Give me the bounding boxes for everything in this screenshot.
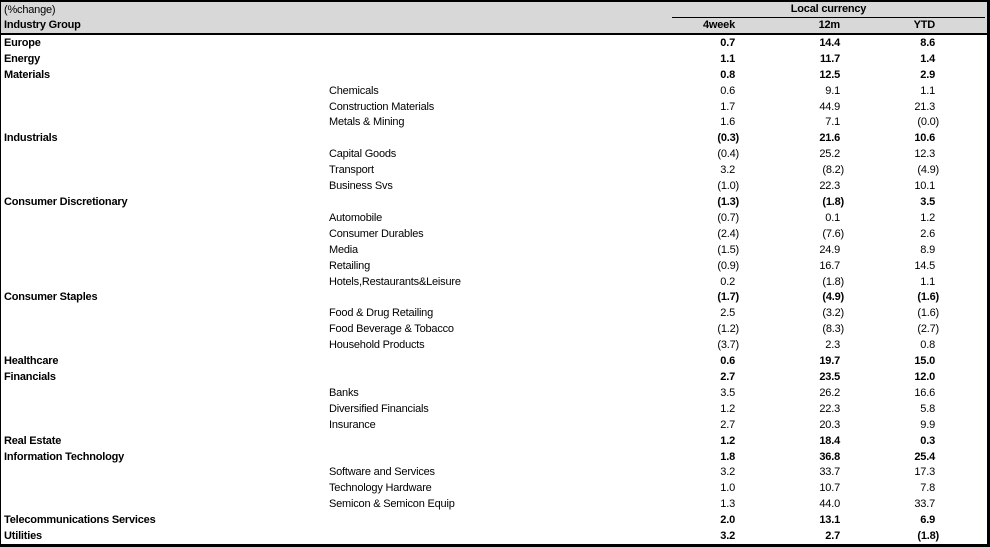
industry-label: Hotels,Restaurants&Leisure <box>329 275 461 288</box>
value-12m: 21.6 <box>819 132 840 145</box>
table-row <box>1 115 987 131</box>
value-ytd: 17.3 <box>914 466 935 479</box>
table-row <box>1 385 987 401</box>
value-4week: 1.6 <box>720 116 735 129</box>
value-12m: 22.3 <box>819 402 840 415</box>
industry-label: Business Svs <box>329 180 393 193</box>
table-row <box>1 464 987 480</box>
value-ytd: (2.7) <box>917 323 939 336</box>
value-ytd: 21.3 <box>914 100 935 113</box>
value-12m: 11.7 <box>819 52 840 65</box>
value-4week: (1.2) <box>717 323 739 336</box>
table-row <box>1 242 987 258</box>
value-4week: 1.8 <box>720 450 735 463</box>
value-ytd: (0.0) <box>917 116 939 129</box>
value-4week: (1.7) <box>717 291 739 304</box>
table-row <box>1 83 987 99</box>
table-row <box>1 290 987 306</box>
table-row <box>1 194 987 210</box>
value-4week: (1.3) <box>717 196 739 209</box>
table-row <box>1 353 987 369</box>
industry-label: Consumer Staples <box>4 291 98 304</box>
value-ytd: 33.7 <box>914 498 935 511</box>
value-12m: (8.3) <box>822 323 844 336</box>
value-12m: (3.2) <box>822 307 844 320</box>
value-ytd: 15.0 <box>914 355 935 368</box>
industry-label: Financials <box>4 370 56 383</box>
table-row <box>1 512 987 528</box>
column-header-12m: 12m <box>818 19 840 31</box>
table-row <box>1 226 987 242</box>
industry-label: Materials <box>4 68 50 81</box>
value-12m: 19.7 <box>819 355 840 368</box>
value-12m: 36.8 <box>819 450 840 463</box>
value-12m: 22.3 <box>819 180 840 193</box>
value-ytd: 1.2 <box>920 211 935 224</box>
value-ytd: 9.9 <box>920 418 935 431</box>
top-border <box>0 0 990 2</box>
industry-label: Healthcare <box>4 355 59 368</box>
value-12m: (1.8) <box>822 196 844 209</box>
value-12m: 2.3 <box>825 339 840 352</box>
left-border <box>0 0 1 547</box>
table-row <box>1 369 987 385</box>
value-ytd: 0.3 <box>920 434 935 447</box>
value-ytd: 8.6 <box>920 36 935 49</box>
value-ytd: 1.4 <box>920 52 935 65</box>
value-ytd: 1.1 <box>920 84 935 97</box>
table-row <box>1 401 987 417</box>
value-12m: (4.9) <box>822 291 844 304</box>
value-ytd: 10.1 <box>914 180 935 193</box>
value-4week: (1.5) <box>717 243 739 256</box>
value-ytd: 3.5 <box>920 196 935 209</box>
value-4week: 0.8 <box>720 68 735 81</box>
value-ytd: 10.6 <box>914 132 935 145</box>
value-4week: 1.1 <box>720 52 735 65</box>
industry-label: Construction Materials <box>329 100 435 113</box>
table-row <box>1 449 987 465</box>
industry-label: Software and Services <box>329 466 435 479</box>
value-12m: 7.1 <box>825 116 840 129</box>
table-row <box>1 480 987 496</box>
table-row <box>1 496 987 512</box>
value-4week: 2.7 <box>720 418 735 431</box>
industry-label: Diversified Financials <box>329 402 429 415</box>
value-ytd: 14.5 <box>914 259 935 272</box>
value-4week: 1.7 <box>720 100 735 113</box>
industry-label: Automobile <box>329 211 383 224</box>
value-4week: 1.3 <box>720 498 735 511</box>
industry-label: Insurance <box>329 418 376 431</box>
value-4week: 0.2 <box>720 275 735 288</box>
value-12m: 14.4 <box>819 36 840 49</box>
value-12m: 10.7 <box>819 482 840 495</box>
table-row <box>1 130 987 146</box>
industry-label: Consumer Durables <box>329 227 424 240</box>
value-ytd: 12.3 <box>914 148 935 161</box>
value-4week: 0.6 <box>720 84 735 97</box>
table-row <box>1 528 987 544</box>
value-4week: 3.5 <box>720 386 735 399</box>
value-ytd: 5.8 <box>920 402 935 415</box>
industry-label: Metals & Mining <box>329 116 405 129</box>
value-12m: 9.1 <box>825 84 840 97</box>
value-4week: 2.5 <box>720 307 735 320</box>
value-4week: 3.2 <box>720 530 735 543</box>
value-4week: 1.2 <box>720 434 735 447</box>
value-4week: 0.6 <box>720 355 735 368</box>
value-12m: 12.5 <box>819 68 840 81</box>
value-4week: 3.2 <box>720 466 735 479</box>
table-row <box>1 305 987 321</box>
industry-label: Telecommunications Services <box>4 514 156 527</box>
industry-label: Information Technology <box>4 450 125 463</box>
value-4week: (0.4) <box>717 148 739 161</box>
value-12m: 18.4 <box>819 434 840 447</box>
value-ytd: (1.6) <box>917 291 939 304</box>
value-ytd: (1.6) <box>917 307 939 320</box>
table-row <box>1 258 987 274</box>
value-4week: (2.4) <box>717 227 739 240</box>
value-12m: (8.2) <box>822 164 844 177</box>
value-ytd: 25.4 <box>914 450 935 463</box>
value-12m: (1.8) <box>822 275 844 288</box>
value-ytd: (4.9) <box>917 164 939 177</box>
value-12m: 33.7 <box>819 466 840 479</box>
value-12m: 44.9 <box>819 100 840 113</box>
value-4week: 1.2 <box>720 402 735 415</box>
value-ytd: 2.6 <box>920 227 935 240</box>
table-row <box>1 51 987 67</box>
value-ytd: 6.9 <box>920 514 935 527</box>
industry-label: Technology Hardware <box>329 482 432 495</box>
industry-label: Industrials <box>4 132 58 145</box>
value-4week: 1.0 <box>720 482 735 495</box>
value-ytd: 1.1 <box>920 275 935 288</box>
value-4week: 2.0 <box>720 514 735 527</box>
table-row <box>1 162 987 178</box>
industry-label: Energy <box>4 52 41 65</box>
value-12m: 26.2 <box>819 386 840 399</box>
value-12m: 23.5 <box>819 370 840 383</box>
value-4week: (1.0) <box>717 180 739 193</box>
value-4week: 3.2 <box>720 164 735 177</box>
table-row <box>1 35 987 51</box>
percent-change-caption: (%change) <box>4 4 56 16</box>
table-row <box>1 417 987 433</box>
industry-label: Retailing <box>329 259 371 272</box>
table-row <box>1 146 987 162</box>
value-4week: (0.7) <box>717 211 739 224</box>
column-header-4week: 4week <box>702 19 735 31</box>
industry-label: Media <box>329 243 358 256</box>
table-header <box>1 2 987 33</box>
industry-label: Utilities <box>4 530 42 543</box>
industry-label: Transport <box>329 164 374 177</box>
value-ytd: 8.9 <box>920 243 935 256</box>
industry-label: Chemicals <box>329 84 379 97</box>
value-12m: 13.1 <box>819 514 840 527</box>
table-row <box>1 433 987 449</box>
table-row <box>1 99 987 115</box>
industry-label: Real Estate <box>4 434 62 447</box>
value-4week: (0.3) <box>717 132 739 145</box>
value-ytd: 2.9 <box>920 68 935 81</box>
value-ytd: 16.6 <box>914 386 935 399</box>
column-header-ytd: YTD <box>913 19 935 31</box>
value-4week: 0.7 <box>720 36 735 49</box>
industry-label: Household Products <box>329 339 425 352</box>
value-12m: 24.9 <box>819 243 840 256</box>
value-12m: 20.3 <box>819 418 840 431</box>
industry-label: Europe <box>4 36 41 49</box>
value-ytd: (1.8) <box>917 530 939 543</box>
table-row <box>1 274 987 290</box>
value-4week: (3.7) <box>717 339 739 352</box>
table-body <box>1 35 987 544</box>
value-12m: 0.1 <box>825 211 840 224</box>
industry-label: Food & Drug Retailing <box>329 307 434 320</box>
table-row <box>1 178 987 194</box>
industry-label: Food Beverage & Tobacco <box>329 323 454 336</box>
industry-label: Consumer Discretionary <box>4 196 128 209</box>
industry-label: Banks <box>329 386 359 399</box>
value-12m: 2.7 <box>825 530 840 543</box>
table-row <box>1 321 987 337</box>
industry-label: Semicon & Semicon Equip <box>329 498 455 511</box>
local-currency-header: Local currency <box>672 2 985 18</box>
value-12m: 25.2 <box>819 148 840 161</box>
industry-label: Capital Goods <box>329 148 397 161</box>
value-ytd: 0.8 <box>920 339 935 352</box>
value-4week: (0.9) <box>717 259 739 272</box>
table-row <box>1 337 987 353</box>
value-12m: (7.6) <box>822 227 844 240</box>
value-ytd: 7.8 <box>920 482 935 495</box>
industry-group-header: Industry Group <box>4 19 81 31</box>
value-4week: 2.7 <box>720 370 735 383</box>
table-row <box>1 67 987 83</box>
value-12m: 44.0 <box>819 498 840 511</box>
header-divider <box>0 33 990 35</box>
value-12m: 16.7 <box>819 259 840 272</box>
value-ytd: 12.0 <box>914 370 935 383</box>
table-row <box>1 210 987 226</box>
